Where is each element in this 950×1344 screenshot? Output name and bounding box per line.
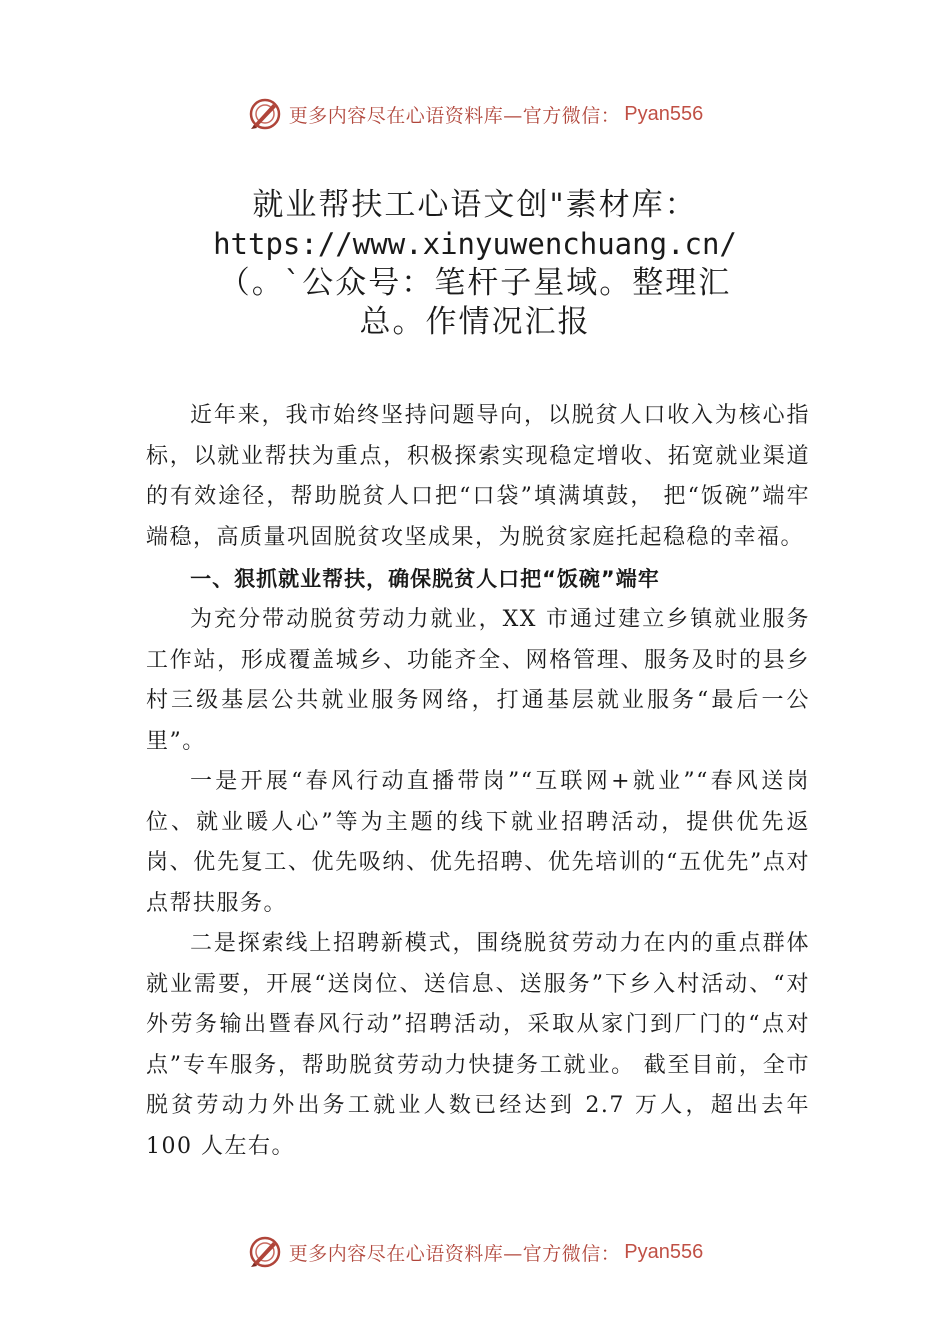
document-body: [146, 396, 810, 1167]
body-paragraph: 一是开展“春风行动直播带岗”“互联网+就业”“春风送岗位、就业暖人心”等为主题的线下就业招聘活动，提供优先返岗、优先复工、优先吸纳、优先招聘、优先培训的“五优先”点对点帮扶服务。: [146, 769, 810, 916]
body-paragraph: 二是探索线上招聘新模式，围绕脱贫劳动力在内的重点群体就业需要，开展“送岗位、送信息、送服务”下乡入村活动、“对外劳务输出暨春风行动”招聘活动，采取从家门到厂门的“点对点”专车服务，帮助脱贫劳动力快捷务工就业。 截至目前，全市脱贫劳动力外出务工就业人数已经达到 2.7 万人，超出去年 100 人左右。: [146, 931, 810, 1159]
watermark-banner-top: [0, 92, 950, 136]
watermark-wechat-id: Pyan556: [624, 102, 704, 125]
document-title: [120, 186, 830, 342]
watermark-banner-bottom: [0, 1230, 950, 1274]
watermark-wechat-id: Pyan556: [624, 1240, 704, 1263]
title-line: 就业帮扶工心语文创"素材库：: [252, 187, 698, 223]
watermark-text: 更多内容尽在心语资料库—官方微信：: [288, 1242, 621, 1265]
title-line-url: https://www.xinyuwenchuang.cn/: [213, 227, 737, 261]
title-line: 总。作情况汇报: [359, 304, 591, 340]
body-paragraph: 为充分带动脱贫劳动力就业，XX 市通过建立乡镇就业服务工作站，形成覆盖城乡、功能齐全、网格管理、服务及时的县乡村三级基层公共就业服务网络，打通基层就业服务“最后一公里”。: [146, 607, 810, 754]
body-paragraph: 近年来，我市始终坚持问题导向，以脱贫人口收入为核心指标，以就业帮扶为重点，积极探索实现稳定增收、拓宽就业渠道的有效途径，帮助脱贫人口把“口袋”填满填鼓， 把“饭碗”端牢端稳，高质量巩固脱贫攻坚成果，为脱贫家庭托起稳稳的幸福。: [146, 403, 810, 550]
brush-logo-icon: [247, 96, 283, 132]
brush-logo-icon: [247, 1234, 283, 1270]
watermark-text: 更多内容尽在心语资料库—官方微信：: [288, 104, 621, 127]
title-line: （。`公众号：笔杆子星域。整理汇: [218, 265, 732, 301]
section-heading: 一、狠抓就业帮扶，确保脱贫人口把“饭碗”端牢: [190, 567, 660, 591]
